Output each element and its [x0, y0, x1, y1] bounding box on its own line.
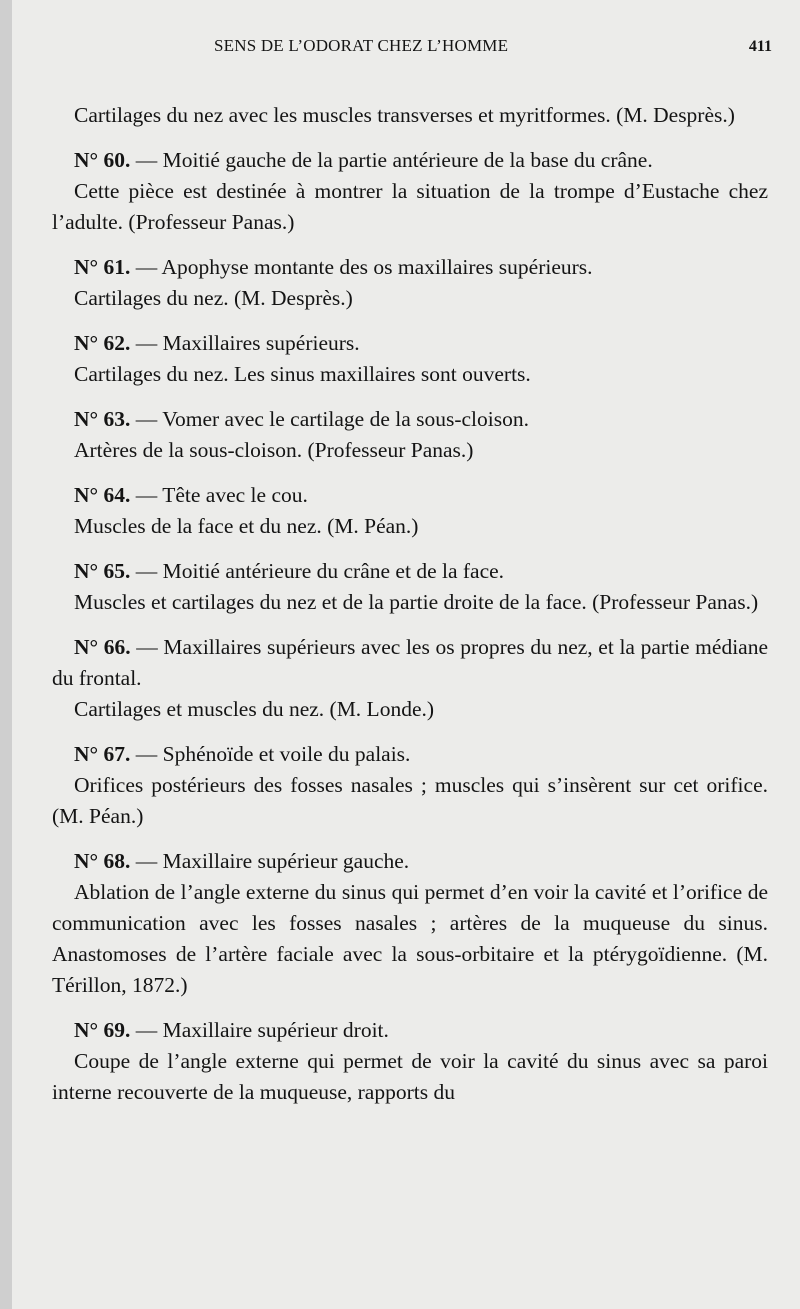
specimen-heading	[52, 145, 768, 176]
specimen-entry	[52, 632, 768, 725]
specimen-number: N° 60.	[74, 147, 131, 172]
specimen-description: Muscles de la face et du nez. (M. Péan.)	[74, 513, 419, 538]
specimen-description: Coupe de l’angle externe qui permet de voir la cavité du sinus avec sa paroi interne recouverte de la muqueuse, rapports du	[52, 1048, 768, 1104]
specimen-entry	[52, 1015, 768, 1108]
specimen-heading	[52, 739, 768, 770]
specimen-heading	[52, 1015, 768, 1046]
specimen-entry	[52, 145, 768, 238]
specimen-heading	[52, 404, 768, 435]
page-header	[12, 36, 800, 60]
specimen-title: — Maxillaires supérieurs avec les os propres du nez, et la partie médiane du frontal.	[52, 634, 768, 690]
specimen-number: N° 65.	[74, 558, 131, 583]
specimen-description: Muscles et cartilages du nez et de la partie droite de la face. (Professeur Panas.)	[74, 589, 759, 614]
specimen-title: — Vomer avec le cartilage de la sous-cloison.	[130, 406, 529, 431]
specimen-heading	[52, 252, 768, 283]
specimen-title: — Moitié gauche de la partie antérieure de la base du crâne.	[130, 147, 653, 172]
specimen-entry	[52, 480, 768, 542]
specimen-heading	[52, 556, 768, 587]
specimen-number: N° 68.	[74, 848, 131, 873]
specimen-description: Artères de la sous-cloison. (Professeur Panas.)	[74, 437, 474, 462]
specimen-heading	[52, 480, 768, 511]
specimen-title: — Tête avec le cou.	[130, 482, 308, 507]
specimen-number: N° 62.	[74, 330, 131, 355]
specimen-entry	[52, 739, 768, 832]
specimen-description: Cette pièce est destinée à montrer la situation de la trompe d’Eustache chez l’adulte. (Professeur Panas.)	[52, 178, 768, 234]
specimen-title: — Maxillaire supérieur droit.	[130, 1017, 389, 1042]
specimen-entry	[52, 252, 768, 314]
specimen-number: N° 66.	[74, 634, 131, 659]
specimen-number: N° 63.	[74, 406, 131, 431]
specimen-heading	[52, 846, 768, 877]
specimen-number: N° 69.	[74, 1017, 131, 1042]
specimen-number: N° 67.	[74, 741, 131, 766]
specimen-heading	[52, 328, 768, 359]
page-body	[52, 78, 768, 1122]
specimen-description: Cartilages et muscles du nez. (M. Londe.)	[74, 696, 435, 721]
book-page	[12, 0, 800, 1309]
specimen-title: — Maxillaire supérieur gauche.	[130, 848, 410, 873]
specimen-number: N° 61.	[74, 254, 131, 279]
specimen-title: — Maxillaires supérieurs.	[130, 330, 360, 355]
specimen-description: Cartilages du nez. Les sinus maxillaires sont ouverts.	[74, 361, 531, 386]
specimen-title: — Apophyse montante des os maxillaires supérieurs.	[130, 254, 593, 279]
specimen-description: Orifices postérieurs des fosses nasales ; muscles qui s’insèrent sur cet orifice. (M. Péan.)	[52, 772, 768, 828]
specimen-description: Ablation de l’angle externe du sinus qui permet d’en voir la cavité et l’orifice de communication avec les fosses nasales ; artères de la muqueuse du sinus. Anastomoses de l’artère faciale avec la sous-orbitaire et la ptérygoïdienne. (M. Térillon, 1872.)	[52, 879, 768, 997]
specimen-number: N° 64.	[74, 482, 131, 507]
specimen-entry	[52, 328, 768, 390]
specimen-title: — Moitié antérieure du crâne et de la face.	[130, 558, 505, 583]
page-number: 411	[748, 38, 772, 55]
running-title: SENS DE L’ODORAT CHEZ L’HOMME	[214, 36, 509, 55]
specimen-title: — Sphénoïde et voile du palais.	[130, 741, 411, 766]
specimen-description: Cartilages du nez. (M. Desprès.)	[74, 285, 353, 310]
specimen-entry	[52, 404, 768, 466]
specimen-entry	[52, 556, 768, 618]
specimen-list	[52, 145, 768, 1108]
specimen-entry	[52, 846, 768, 1001]
continued-paragraph: Cartilages du nez avec les muscles transverses et myritformes. (M. Desprès.)	[74, 102, 735, 127]
specimen-heading	[52, 632, 768, 694]
